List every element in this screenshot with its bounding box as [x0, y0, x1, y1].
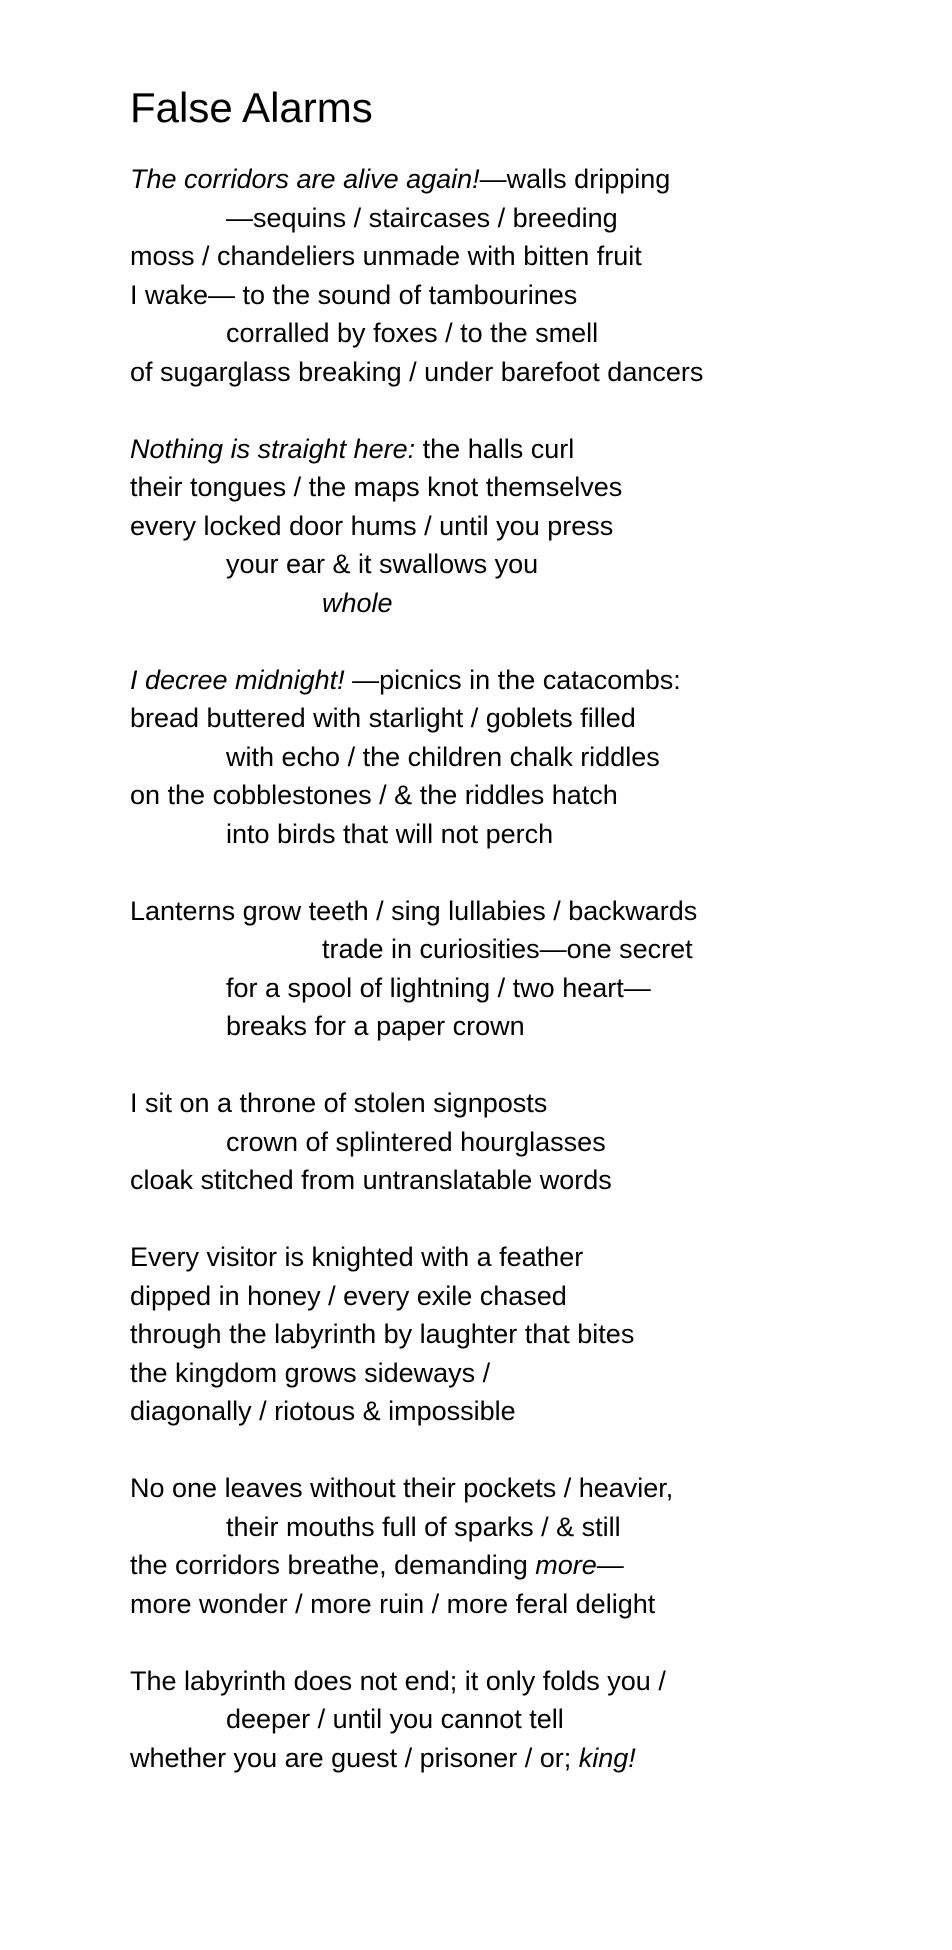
stanza-7: [130, 1469, 920, 1623]
poem-line: [130, 1007, 920, 1046]
line-text: crown of splintered hourglasses: [226, 1126, 606, 1157]
stanza-1: [130, 160, 920, 391]
line-text: breaks for a paper crown: [226, 1011, 525, 1041]
line-text: into birds that will not perch: [226, 818, 554, 849]
line-text: deeper / until you cannot tell: [226, 1704, 564, 1734]
poem-line: [130, 1392, 920, 1431]
stanza-2: [130, 430, 920, 623]
poem-line: [130, 1277, 920, 1316]
poem-line: [130, 738, 920, 777]
poem-line: [130, 661, 920, 700]
italic-text: more: [535, 1550, 597, 1580]
line-text: with echo / the children chalk riddles: [226, 741, 660, 772]
line-text: their mouths full of sparks / & still: [226, 1511, 621, 1542]
poem-body: [130, 160, 920, 1777]
poem-line: [130, 353, 920, 392]
line-text: diagonally / riotous & impossible: [130, 1396, 516, 1426]
italic-text: The corridors are alive again!: [130, 164, 480, 194]
poem-line: [130, 507, 920, 546]
poem-line: [130, 1469, 920, 1508]
poem-line: [130, 545, 920, 584]
italic-text: I decree midnight!: [130, 664, 345, 695]
line-text: their tongues / the maps knot themselves: [130, 472, 623, 502]
line-text: bread buttered with starlight / goblets filled: [130, 703, 636, 733]
line-text: I wake— to the sound of tambourines: [130, 279, 578, 310]
italic-text: whole: [322, 587, 393, 618]
poem-line: [130, 1084, 920, 1123]
line-text: —walls dripping: [479, 164, 671, 194]
line-text: —picnics in the catacombs:: [344, 664, 681, 695]
poem-line: [130, 892, 920, 931]
line-text: your ear & it swallows you: [226, 549, 539, 579]
stanza-3: [130, 661, 920, 854]
poem-page: [130, 80, 920, 1816]
poem-line: [130, 969, 920, 1008]
line-text: dipped in honey / every exile chased: [130, 1280, 567, 1311]
poem-line: [130, 1354, 920, 1393]
line-text: of sugarglass breaking / under barefoot dancers: [130, 356, 704, 387]
line-text: on the cobblestones / & the riddles hatch: [130, 780, 618, 810]
poem-title: False Alarms: [130, 84, 373, 131]
poem-line: [130, 468, 920, 507]
italic-text: Nothing is straight here:: [130, 433, 416, 464]
poem-line: [130, 1508, 920, 1547]
line-text: every locked door hums / until you press: [130, 510, 614, 541]
line-text: trade in curiosities—one secret: [322, 934, 693, 964]
line-text: cloak stitched from untranslatable words: [130, 1165, 612, 1195]
poem-line: [130, 199, 920, 238]
stanza-5: [130, 1084, 920, 1200]
poem-line: [130, 776, 920, 815]
stanza-6: [130, 1238, 920, 1431]
line-text: more wonder / more ruin / more feral delight: [130, 1588, 656, 1619]
poem-line: [130, 314, 920, 353]
poem-line: [130, 584, 920, 623]
line-text: —sequins / staircases / breeding: [226, 202, 618, 233]
poem-line: [130, 1315, 920, 1354]
poem-line: [130, 699, 920, 738]
stanza-4: [130, 892, 920, 1046]
stanza-8: [130, 1662, 920, 1778]
poem-line: [130, 1662, 920, 1701]
line-text: Lanterns grow teeth / sing lullabies / backwards: [130, 895, 698, 926]
line-text: the halls curl: [415, 433, 575, 464]
italic-text: king!: [578, 1742, 636, 1773]
poem-line: [130, 1123, 920, 1162]
line-text: I sit on a throne of stolen signposts: [130, 1088, 548, 1118]
poem-line: [130, 1739, 920, 1778]
poem-line: [130, 430, 920, 469]
poem-line: [130, 1585, 920, 1624]
line-text: No one leaves without their pockets / heavier,: [130, 1473, 674, 1503]
line-text: through the labyrinth by laughter that bites: [130, 1319, 635, 1349]
line-text: corralled by foxes / to the smell: [226, 318, 599, 348]
line-text: The labyrinth does not end; it only folds you /: [130, 1665, 666, 1696]
poem-line: [130, 1238, 920, 1277]
poem-line: [130, 276, 920, 315]
line-text: the kingdom grows sideways /: [130, 1357, 491, 1388]
poem-line: [130, 930, 920, 969]
line-text: whether you are guest / prisoner / or;: [130, 1742, 579, 1773]
poem-line: [130, 815, 920, 854]
line-text: Every visitor is knighted with a feather: [130, 1242, 584, 1272]
poem-line: [130, 1546, 920, 1585]
poem-line: [130, 1700, 920, 1739]
poem-line: [130, 160, 920, 199]
line-text: for a spool of lightning / two heart—: [226, 972, 651, 1003]
line-text: moss / chandeliers unmade with bitten fruit: [130, 241, 642, 271]
line-text: the corridors breathe, demanding: [130, 1550, 536, 1580]
line-text: —: [596, 1550, 624, 1580]
poem-line: [130, 237, 920, 276]
poem-line: [130, 1161, 920, 1200]
